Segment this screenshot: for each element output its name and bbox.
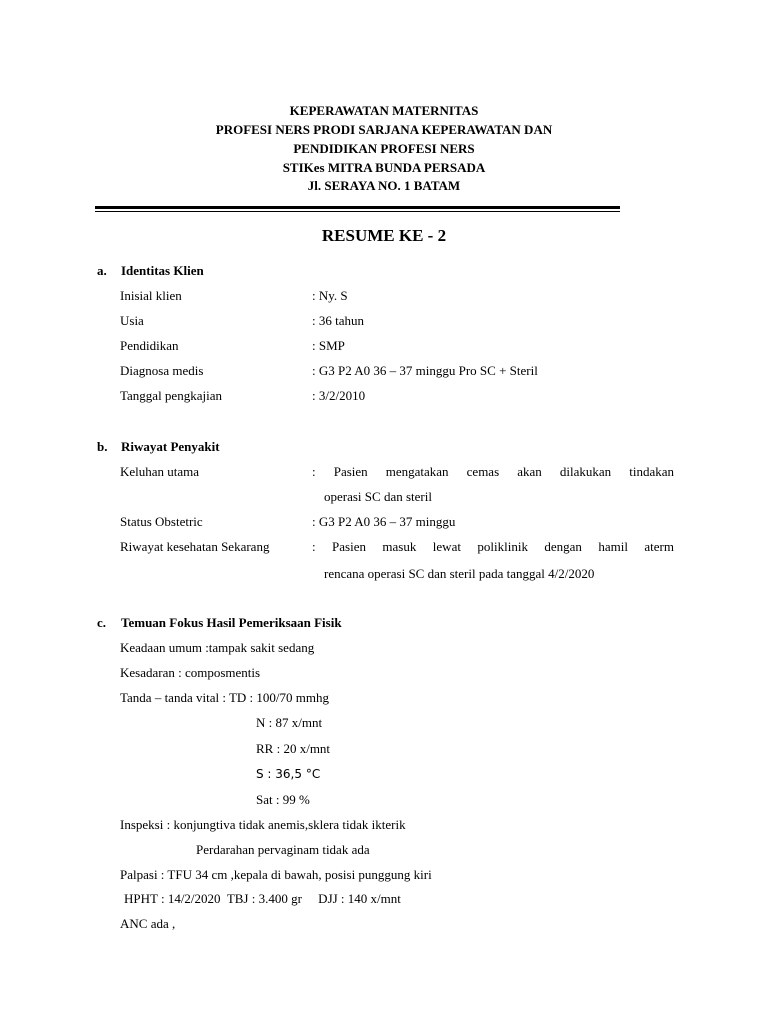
header-line-1: KEPERAWATAN MATERNITAS: [289, 103, 479, 118]
section-c-letter: c.: [97, 615, 107, 630]
vital-nadi: N : 87 x/mnt: [256, 715, 323, 730]
vital-suhu: S : 36,5 °C: [256, 767, 321, 781]
header-line-2: PROFESI NERS PRODI SARJANA KEPERAWATAN DAN: [215, 122, 553, 137]
field-label-tanggal: Tanggal pengkajian: [120, 388, 222, 403]
field-label-riwayat: Riwayat kesehatan Sekarang: [120, 539, 270, 554]
header-rule-thin: [95, 211, 620, 212]
header-line-4: STIKes MITRA BUNDA PERSADA: [282, 160, 486, 175]
header-line-5: Jl. SERAYA NO. 1 BATAM: [307, 178, 461, 193]
vital-rr: RR : 20 x/mnt: [256, 741, 331, 756]
vital-sat: Sat : 99 %: [256, 792, 310, 807]
keadaan-umum: Keadaan umum :tampak sakit sedang: [120, 640, 315, 655]
field-value-riwayat-line1: : Pasien masuk lewat poliklinik dengan hamil aterm: [312, 539, 674, 554]
field-value-inisial: : Ny. S: [312, 288, 348, 303]
kesadaran: Kesadaran : composmentis: [120, 665, 261, 680]
anc: ANC ada ,: [120, 916, 176, 931]
field-value-keluhan-line2: operasi SC dan steril: [324, 489, 432, 504]
inspeksi: Inspeksi : konjungtiva tidak anemis,sklera tidak ikterik: [120, 817, 406, 832]
tanda-vital: Tanda – tanda vital : TD : 100/70 mmhg: [120, 690, 329, 705]
section-c-heading: Temuan Fokus Hasil Pemeriksaan Fisik: [121, 615, 342, 630]
field-value-riwayat-line2: rencana operasi SC dan steril pada tanggal 4/2/2020: [324, 566, 595, 581]
field-value-diagnosa: : G3 P2 A0 36 – 37 minggu Pro SC + Steril: [312, 363, 538, 378]
header-rule-thick: [95, 206, 620, 209]
section-a-heading: Identitas Klien: [121, 263, 204, 278]
section-b-heading: Riwayat Penyakit: [121, 439, 220, 454]
field-value-pendidikan: : SMP: [312, 338, 345, 353]
field-value-usia: : 36 tahun: [312, 313, 364, 328]
field-label-pendidikan: Pendidikan: [120, 338, 179, 353]
field-label-status: Status Obstetric: [120, 514, 203, 529]
section-b-letter: b.: [97, 439, 108, 454]
document-title: RESUME KE - 2: [321, 226, 447, 245]
perdarahan: Perdarahan pervaginam tidak ada: [196, 842, 370, 857]
hpht-tbj-djj: HPHT : 14/2/2020 TBJ : 3.400 gr DJJ : 140 x/mnt: [124, 891, 401, 906]
field-label-diagnosa: Diagnosa medis: [120, 363, 204, 378]
field-value-keluhan-line1: : Pasien mengatakan cemas akan dilakukan tindakan: [312, 464, 674, 479]
field-value-status: : G3 P2 A0 36 – 37 minggu: [312, 514, 456, 529]
field-value-tanggal: : 3/2/2010: [312, 388, 366, 403]
section-a-letter: a.: [97, 263, 107, 278]
field-label-usia: Usia: [120, 313, 144, 328]
palpasi: Palpasi : TFU 34 cm ,kepala di bawah, posisi punggung kiri: [120, 867, 432, 882]
header-line-3: PENDIDIKAN PROFESI NERS: [293, 141, 475, 156]
field-label-keluhan: Keluhan utama: [120, 464, 200, 479]
field-label-inisial: Inisial klien: [120, 288, 182, 303]
